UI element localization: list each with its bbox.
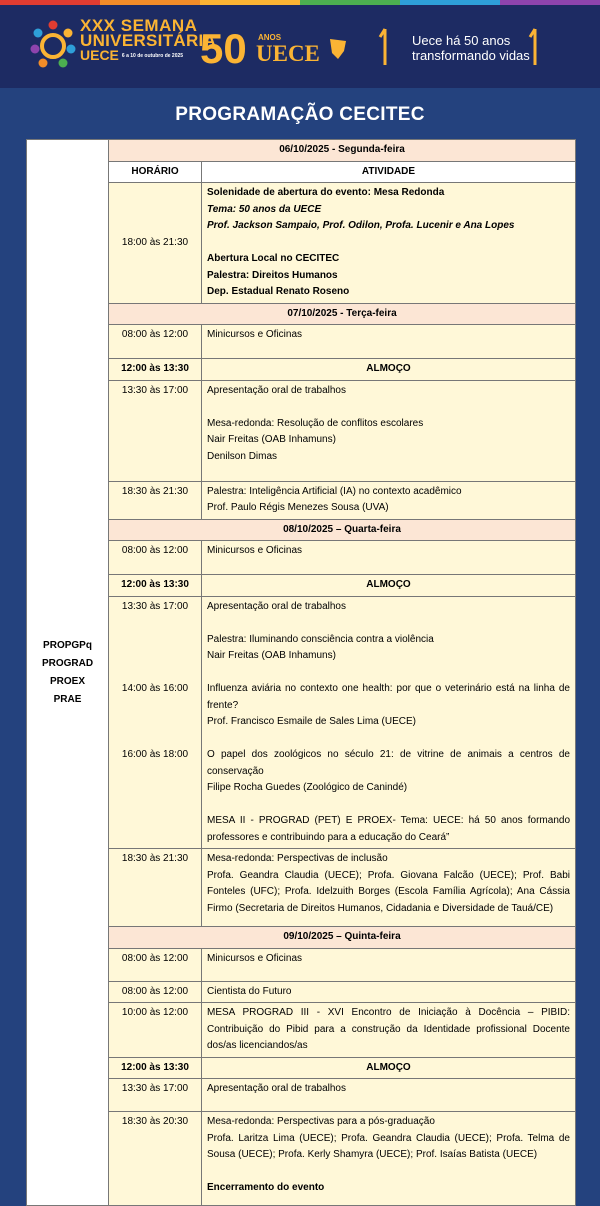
page-title: PROGRAMAÇÃO CECITEC	[175, 104, 425, 125]
flag-mark-icon	[378, 27, 392, 67]
organizer: PROGRAD	[41, 657, 94, 669]
time-cell: 10:00 às 12:00	[109, 1003, 202, 1058]
time-cell: 12:00 às 13:30	[109, 1057, 202, 1079]
time-cell	[109, 596, 202, 849]
activity-cell	[202, 596, 576, 849]
column-header-time: HORÁRIO	[109, 161, 202, 183]
activity-line: Nair Freitas (OAB Inhamuns)	[207, 434, 336, 445]
day-header: 09/10/2025 – Quinta-feira	[109, 927, 576, 949]
time-cell: 18:30 às 21:30	[109, 481, 202, 519]
fifty-number: 50	[200, 25, 247, 72]
day-header: 08/10/2025 – Quarta-feira	[109, 519, 576, 541]
time-cell: 12:00 às 13:30	[109, 575, 202, 597]
fifty-years-logo	[200, 25, 360, 75]
time-cell: 13:30 às 17:00	[109, 380, 202, 481]
header-banner	[0, 5, 600, 88]
activity-line: Denilson Dimas	[207, 450, 278, 462]
activity-line: MESA II - PROGRAD (PET) E PROEX- Tema: UECE: há 50 anos formando professores e contribuindo para a educação do Ceará”	[207, 815, 570, 843]
event-brand	[80, 18, 216, 64]
organizer: PRAE	[53, 693, 82, 705]
fifty-anos-label: ANOS	[258, 33, 282, 42]
activity-line: Prof. Paulo Régis Menezes Sousa (UVA)	[207, 502, 389, 513]
activity-cell: ALMOÇO	[202, 1057, 576, 1079]
activity-line: Palestra: Iluminando consciência contra a violência	[207, 633, 434, 645]
time-cell: 08:00 às 12:00	[109, 541, 202, 575]
activity-line: Prof. Francisco Esmaile de Sales Lima (UECE)	[207, 716, 416, 727]
activity-line: Apresentação oral de trabalhos	[207, 384, 346, 396]
time-cell: 08:00 às 12:00	[109, 948, 202, 981]
brand-line-3	[80, 48, 216, 64]
people-circle-logo-icon	[30, 19, 76, 75]
activity-line: Nair Freitas (OAB Inhamuns)	[207, 650, 336, 661]
activity-cell: ALMOÇO	[202, 359, 576, 381]
activity-line: Abertura Local no CECITEC	[207, 253, 340, 264]
activity-line: Prof. Jackson Sampaio, Prof. Odilon, Profa. Lucenir e Ana Lopes	[207, 220, 515, 231]
activity-line: Mesa-redonda: Perspectivas para a pós-graduação	[207, 1116, 435, 1127]
organizers-cell	[27, 140, 109, 1206]
day-header: 07/10/2025 - Terça-feira	[109, 303, 576, 325]
activity-cell	[202, 481, 576, 519]
brand-uece: UECE	[80, 47, 119, 63]
slogan-line-1: Uece há 50 anos	[412, 33, 511, 48]
organizer: PROPGPq	[43, 639, 92, 651]
ceara-map-icon	[328, 37, 348, 61]
activity-line: Mesa-redonda: Perspectivas de inclusão	[207, 853, 388, 864]
brand-line-2: UNIVERSITÁRIA	[80, 31, 217, 50]
activity-line: Mesa-redonda: Resolução de conflitos escolares	[207, 417, 424, 429]
activity-cell: Minicursos e Oficinas	[202, 948, 576, 981]
time-cell: 18:30 às 21:30	[109, 849, 202, 927]
activity-line: Apresentação oral de trabalhos	[207, 600, 346, 612]
time-line: 16:00 às 18:00	[121, 749, 189, 760]
activity-cell	[202, 1112, 576, 1206]
activity-line: Encerramento do evento	[207, 1182, 325, 1193]
activity-line: Profa. Laritza Lima (UECE); Profa. Geandra Claudia (UECE); Profa. Telma de Sousa (UECE); Profa. Kerly Shamyra (UECE); Prof. Isaías Batista (UECE)	[207, 1132, 570, 1160]
time-line: 14:00 às 16:00	[121, 683, 189, 694]
activity-cell: Minicursos e Oficinas	[202, 325, 576, 359]
activity-line: O papel dos zoológicos no século 21: de vitrine de animais a centros de conservação	[207, 749, 570, 777]
time-cell: 12:00 às 13:30	[109, 359, 202, 381]
time-cell: 08:00 às 12:00	[109, 325, 202, 359]
activity-cell: Cientista do Futuro	[202, 981, 576, 1003]
activity-line: Filipe Rocha Guedes (Zoológico de Canindé)	[207, 782, 408, 793]
slogan	[412, 33, 530, 63]
activity-cell	[202, 183, 576, 304]
time-line: 13:30 às 17:00	[121, 600, 189, 612]
activity-line: Solenidade de abertura do evento: Mesa Redonda	[207, 187, 445, 198]
time-cell: 08:00 às 12:00	[109, 981, 202, 1003]
fifty-uece-label: UECE	[256, 41, 320, 66]
flag-mark-right-icon	[528, 27, 542, 67]
activity-line: Palestra: Direitos Humanos	[207, 269, 338, 281]
activity-cell: Apresentação oral de trabalhos	[202, 1079, 576, 1112]
activity-line: Profa. Geandra Claudia (UECE); Profa. Giovana Falcão (UECE); Prof. Babi Fonteles (UFC); Profa. Idelzuith Borges (Escola Família Agrícola); Ana Cássia Firmo (Secretaria de Direitos Humanos, Cidadania e Diversidade de Tauá/CE)	[207, 869, 570, 914]
activity-cell	[202, 849, 576, 927]
time-cell: 18:00 às 21:30	[109, 183, 202, 304]
column-header-activity: ATIVIDADE	[202, 161, 576, 183]
time-cell: 18:30 às 20:30	[109, 1112, 202, 1206]
activity-cell	[202, 380, 576, 481]
brand-dates: 6 a 10 de outubro de 2025	[121, 52, 184, 59]
organizer: PROEX	[49, 675, 85, 687]
activity-cell: MESA PROGRAD III - XVI Encontro de Iniciação à Docência – PIBID: Contribuição do Pibid para a construção da Identidade profissional Docente dos/as licenciandos/as	[202, 1003, 576, 1058]
activity-line: Tema: 50 anos da UECE	[207, 203, 322, 215]
day-header: 06/10/2025 - Segunda-feira	[109, 140, 576, 162]
activity-line: Palestra: Inteligência Artificial (IA) no contexto acadêmico	[207, 485, 462, 497]
brand-line-1: XXX SEMANA	[80, 16, 198, 35]
schedule-table	[26, 139, 576, 1206]
activity-cell: Minicursos e Oficinas	[202, 541, 576, 575]
time-cell: 13:30 às 17:00	[109, 1079, 202, 1112]
activity-line: Dep. Estadual Renato Roseno	[207, 286, 350, 297]
slogan-line-2: transformando vidas	[412, 48, 530, 63]
activity-line: Influenza aviária no contexto one health: por que o veterinário está na linha de frente?	[207, 683, 570, 711]
activity-cell: ALMOÇO	[202, 575, 576, 597]
